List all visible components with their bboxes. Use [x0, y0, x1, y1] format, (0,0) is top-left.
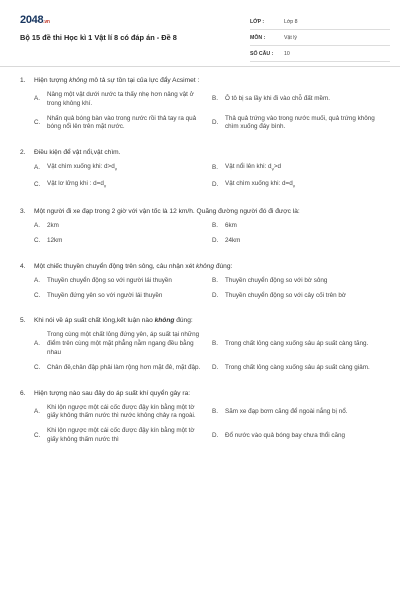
site-logo[interactable] — [20, 14, 50, 26]
option-text: Đổ nước vào quả bóng bay chưa thổi căng — [225, 431, 346, 439]
option-letter: D. — [212, 291, 219, 299]
question-text: Một người đi xe đạp trong 2 giờ với vận tốc là 12 km/h. Quãng đường người đó đi được là: — [34, 208, 300, 216]
option-text: Nhấn quả bóng bàn vào trong nước rồi thả tay ra quả bóng nổi lên trên mặt nước. — [47, 114, 197, 131]
answer-option[interactable] — [34, 331, 212, 357]
answer-option[interactable] — [34, 115, 212, 133]
meta-row-class — [250, 14, 390, 30]
option-text: 12km — [47, 237, 63, 245]
option-letter: A. — [34, 95, 40, 103]
option-text: Thuyền chuyển động so với bờ sông — [225, 276, 328, 284]
answer-option[interactable] — [34, 222, 212, 231]
option-letter: C. — [34, 118, 41, 126]
option-letter: B. — [212, 222, 218, 230]
option-text: Vật chìm xuống khi: $d>d_v$ — [47, 163, 117, 172]
answer-option[interactable] — [212, 237, 390, 246]
question-number: 1. — [20, 77, 26, 84]
answer-options — [20, 277, 390, 307]
option-text: 24km — [225, 237, 241, 245]
question-number: 5. — [20, 317, 26, 325]
question-stem — [20, 207, 390, 216]
answer-option[interactable] — [212, 180, 390, 191]
option-text: Vật lơ lửng khi : $d=d_v$ — [47, 180, 107, 189]
option-text: Ô tô bị sa lầy khi đi vào chỗ đất mềm. — [225, 95, 330, 103]
question-item — [20, 262, 390, 307]
answer-option[interactable] — [34, 91, 212, 109]
option-letter: C. — [34, 237, 41, 245]
option-letter: D. — [212, 118, 219, 126]
answer-option[interactable] — [212, 115, 390, 133]
answer-option[interactable] — [212, 91, 390, 109]
question-text: Khi nói về áp suất chất lỏng,kết luận nào không đúng: — [34, 317, 193, 325]
option-text: Trong chất lỏng càng xuống sâu áp suất càng giảm. — [225, 363, 370, 371]
meta-label: SỐ CÂU : — [250, 50, 274, 57]
option-text: Khi lộn ngược một cái cốc được đậy kín bằng một tờ giấy không thấm nước thì — [47, 427, 195, 444]
option-letter: A. — [34, 340, 40, 348]
question-stem — [20, 76, 390, 85]
option-text: Vật chìm xuống khi: $d=d_v$ — [225, 180, 295, 189]
answer-option[interactable] — [212, 331, 390, 357]
meta-row-subject — [250, 30, 390, 46]
question-text: Hiện tượng không mô tả sự tồn tại của lực đẩy Acsimet : — [34, 77, 200, 84]
option-text: Thuyền chuyển động so với cây cối trên bờ — [225, 291, 346, 299]
question-text: Hiện tượng nào sau đây do áp suất khí quyển gây ra: — [34, 389, 191, 397]
document-title: Bộ 15 đề thi Học kì 1 Vật lí 8 có đáp án - Đề 8 — [20, 33, 177, 42]
option-letter: B. — [212, 408, 218, 416]
option-text: Thả quả trứng vào trong nước muối, quả trứng không chìm xuống đáy bình. — [225, 114, 375, 131]
header-divider — [0, 66, 400, 67]
question-item — [20, 76, 390, 138]
question-item — [20, 389, 390, 451]
option-letter: A. — [34, 164, 40, 172]
question-stem — [20, 262, 390, 271]
meta-value: 10 — [284, 50, 290, 57]
option-text: Vật nổi lên khi: $d_v>d$ — [225, 163, 281, 172]
option-text: Thuyền chuyển động so với người lái thuyền — [47, 276, 172, 284]
answer-option[interactable] — [212, 364, 390, 373]
option-letter: B. — [212, 276, 218, 284]
question-item — [20, 316, 390, 378]
exam-meta-table — [250, 14, 390, 62]
answer-option[interactable] — [34, 237, 212, 246]
logo-suffix: .vn — [43, 19, 50, 25]
option-letter: A. — [34, 276, 40, 284]
option-letter: C. — [34, 291, 41, 299]
logo-main: 2048 — [20, 14, 44, 26]
option-text: Chân đê,chân đập phải làm rộng hơn mặt đê, mặt đập. — [47, 363, 201, 371]
answer-options — [20, 331, 390, 378]
option-text: Khi lộn ngược một cái cốc được đậy kín bằng một tờ giấy không thấm nước thì nước không chảy ra ngoài. — [47, 403, 196, 420]
question-number: 6. — [20, 389, 26, 397]
meta-value: Vật lý — [284, 34, 297, 41]
question-text: Điều kiện để vật nổi,vật chìm. — [34, 149, 121, 157]
answer-options — [20, 222, 390, 252]
answer-option[interactable] — [212, 222, 390, 231]
question-stem — [20, 148, 390, 157]
answer-options — [20, 91, 390, 138]
option-text: Săm xe đạp bơm căng để ngoài nắng bị nổ. — [225, 408, 348, 416]
option-letter: C. — [34, 181, 41, 189]
answer-options — [20, 163, 390, 197]
option-letter: D. — [212, 363, 219, 371]
answer-option[interactable] — [34, 163, 212, 174]
question-number: 2. — [20, 149, 26, 157]
answer-option[interactable] — [34, 180, 212, 191]
answer-option[interactable] — [34, 404, 212, 422]
answer-option[interactable] — [34, 364, 212, 373]
answer-options — [20, 404, 390, 451]
answer-option[interactable] — [212, 277, 390, 286]
option-letter: B. — [212, 95, 218, 103]
question-text: Một chiếc thuyền chuyển động trên sông, câu nhận xét không đúng: — [34, 262, 233, 270]
question-number: 3. — [20, 208, 26, 216]
option-text: 2km — [47, 222, 59, 230]
option-letter: C. — [34, 431, 41, 439]
option-letter: D. — [212, 237, 219, 245]
answer-option[interactable] — [34, 277, 212, 286]
option-letter: A. — [34, 222, 40, 230]
option-letter: C. — [34, 363, 41, 371]
option-letter: B. — [212, 164, 218, 172]
answer-option[interactable] — [212, 163, 390, 174]
answer-option[interactable] — [34, 427, 212, 445]
option-text: Trong cùng một chất lỏng đứng yên, áp suất tại những điểm trên cùng một mặt phẳng nằm ngang đều bằng nhau — [47, 331, 200, 357]
answer-option[interactable] — [212, 404, 390, 422]
answer-option[interactable] — [212, 292, 390, 301]
option-text: 6km — [225, 222, 237, 230]
question-stem — [20, 316, 390, 325]
option-text: Thuyền đứng yên so với người lái thuyền — [47, 291, 163, 299]
question-item — [20, 207, 390, 252]
meta-label: LỚP : — [250, 18, 265, 25]
option-letter: D. — [212, 431, 219, 439]
meta-value: Lớp 8 — [284, 18, 298, 25]
question-list — [20, 76, 390, 461]
option-letter: B. — [212, 340, 218, 348]
question-number: 4. — [20, 262, 26, 270]
meta-label: MÔN : — [250, 34, 266, 41]
question-item — [20, 148, 390, 197]
option-text: Nâng một vật dưới nước ta thấy nhẹ hơn nâng vật ở trong không khí. — [47, 91, 194, 107]
meta-row-question-count — [250, 46, 390, 62]
answer-option[interactable] — [212, 427, 390, 445]
document-header — [0, 0, 400, 62]
question-stem — [20, 389, 390, 398]
option-text: Trong chất lỏng càng xuống sâu áp suất càng tăng. — [225, 340, 369, 348]
answer-option[interactable] — [34, 292, 212, 301]
option-letter: A. — [34, 408, 40, 416]
option-letter: D. — [212, 181, 219, 189]
